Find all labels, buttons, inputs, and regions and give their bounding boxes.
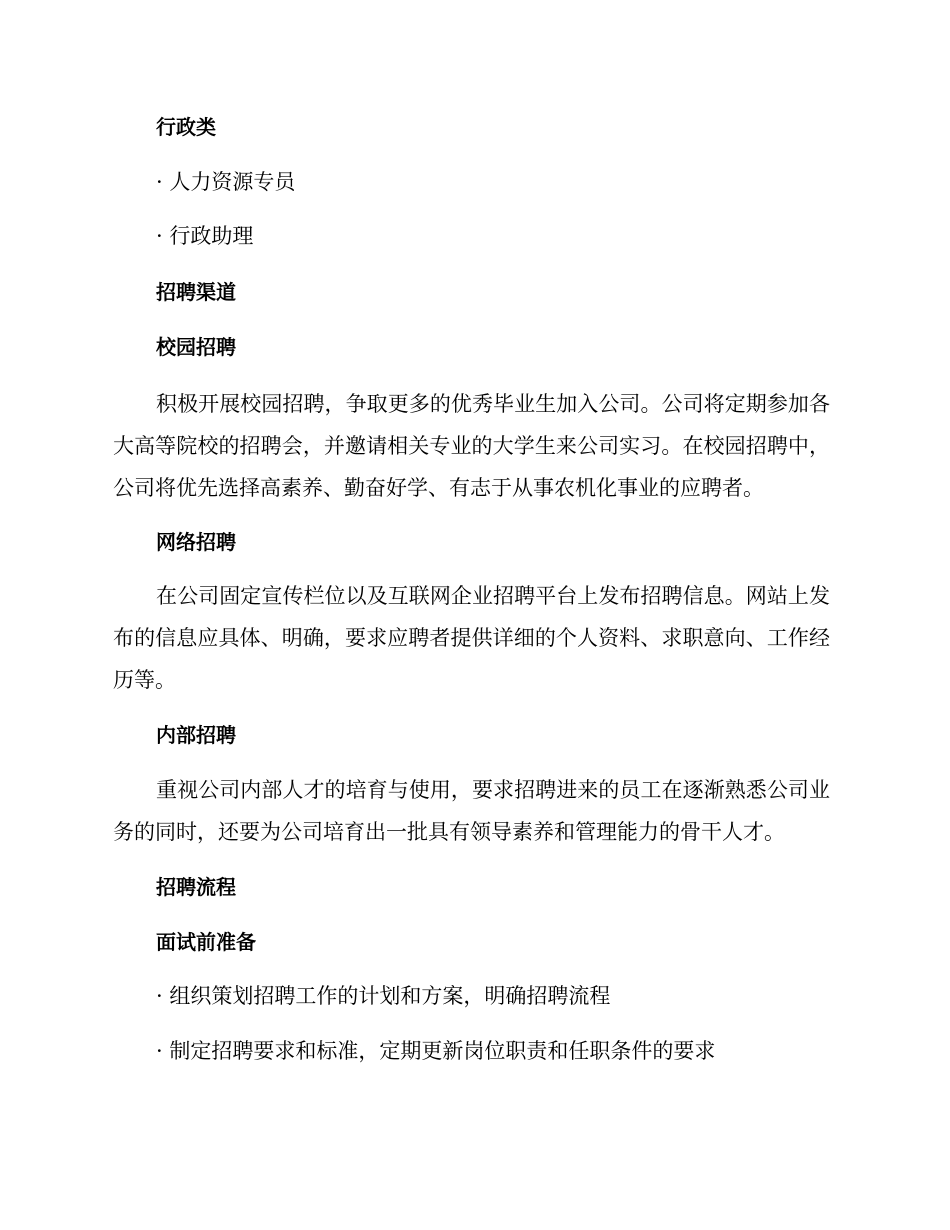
bullet-plan-recruitment: · 组织策划招聘工作的计划和方案，明确招聘流程 (156, 984, 611, 1008)
heading-interview-prep: 面试前准备 (156, 930, 256, 954)
heading-online-recruit: 网络招聘 (156, 530, 236, 554)
bullet-admin-assistant: · 行政助理 (156, 224, 254, 248)
bullet-set-requirements: · 制定招聘要求和标准，定期更新岗位职责和任职条件的要求 (156, 1039, 716, 1063)
heading-recruit-channels: 招聘渠道 (156, 280, 236, 304)
bullet-hr-specialist: · 人力资源专员 (156, 170, 296, 194)
heading-admin: 行政类 (156, 115, 216, 139)
paragraph-internal-recruit: 重视公司内部人才的培育与使用，要求招聘进来的员工在逐渐熟悉公司业务的同时，还要为公司培育出一批具有领导素养和管理能力的骨干人才。 (113, 778, 830, 844)
heading-internal-recruit: 内部招聘 (156, 723, 236, 747)
heading-recruit-process: 招聘流程 (156, 875, 236, 899)
paragraph-campus-recruit: 积极开展校园招聘，争取更多的优秀毕业生加入公司。公司将定期参加各大高等院校的招聘会，并邀请相关专业的大学生来公司实习。在校园招聘中，公司将优先选择高素养、勤奋好学、有志于从事农机化事业的应聘者。 (113, 392, 830, 500)
paragraph-online-recruit: 在公司固定宣传栏位以及互联网企业招聘平台上发布招聘信息。网站上发布的信息应具体、明确，要求应聘者提供详细的个人资料、求职意向、工作经历等。 (113, 584, 830, 692)
heading-campus-recruit: 校园招聘 (156, 335, 236, 359)
